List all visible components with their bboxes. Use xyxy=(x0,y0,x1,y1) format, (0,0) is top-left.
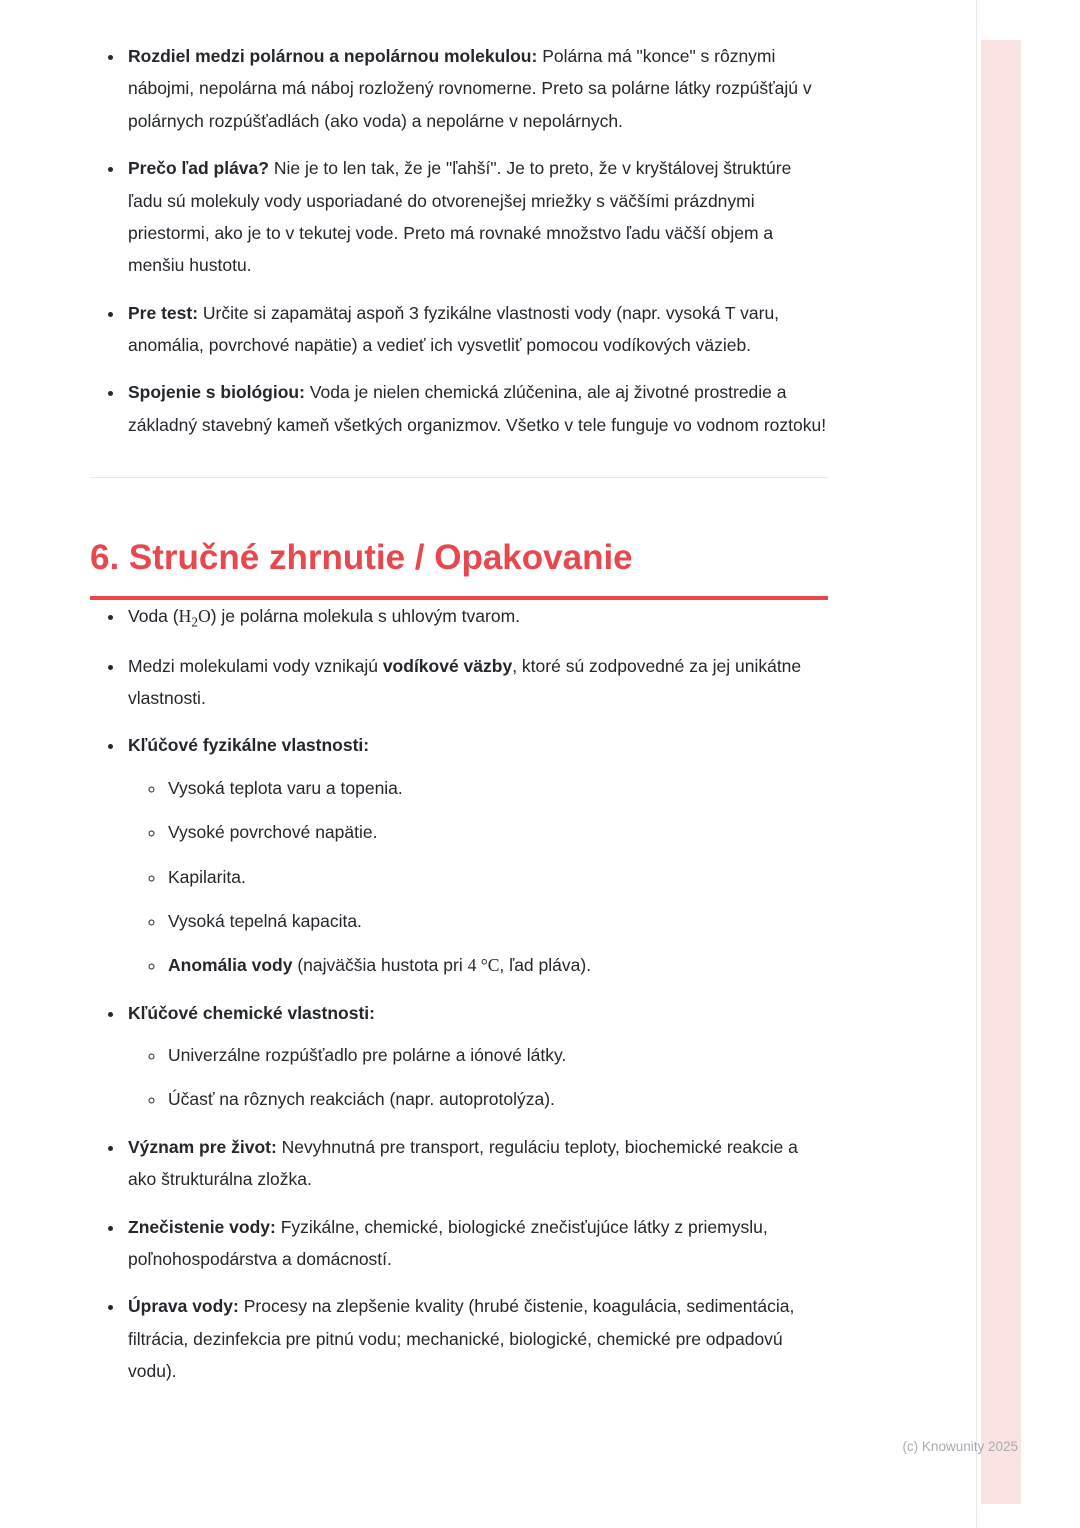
section-divider xyxy=(90,477,828,478)
item-text: Vysoké povrchové napätie. xyxy=(168,822,378,843)
section-heading: 6. Stručné zhrnutie / Opakovanie xyxy=(90,536,828,600)
item-lead-bold: Kľúčové chemické vlastnosti: xyxy=(128,1002,375,1023)
item-text: Určite si zapamätaj aspoň 3 fyzikálne vlastnosti vody (napr. vysoká T varu, anomália, povrchové napätie) a vedieť ich vysvetliť pomocou vodíkových väzieb. xyxy=(128,302,780,355)
item-text: Polárna má "konce" s rôznymi nábojmi, nepolárna má náboj rozložený rovnomerne. Preto sa polárne látky rozpúšťajú v polárnych rozpúšťadlách (ako voda) a nepolárne v nepolárnych. xyxy=(128,46,812,131)
copyright-footer: (c) Knowunity 2025 xyxy=(902,1439,1018,1454)
item-text: Vysoká tepelná kapacita. xyxy=(168,910,362,931)
sublist-item xyxy=(166,816,828,848)
page-edge-accent-band xyxy=(981,40,1021,1504)
item-lead-bold: Kľúčové fyzikálne vlastnosti: xyxy=(128,735,370,756)
list-item xyxy=(125,297,828,362)
physical-properties-sublist xyxy=(128,772,828,982)
chemical-properties-sublist xyxy=(128,1039,828,1116)
item-text: Vysoká teplota varu a topenia. xyxy=(168,777,403,798)
sublist-item xyxy=(166,905,828,937)
item-text: , ktoré sú zodpovedné za jej unikátne vlastnosti. xyxy=(128,655,802,708)
formula-subscript: 2 xyxy=(191,614,199,630)
list-item xyxy=(125,1290,828,1387)
item-text: Fyzikálne, chemické, biologické znečisťujúce látky z priemyslu, poľnohospodárstva a domácností. xyxy=(128,1216,768,1269)
item-text: (najväčšia hustota pri xyxy=(292,955,468,976)
item-lead-bold: Prečo ľad pláva? xyxy=(128,158,269,179)
item-text: Voda je nielen chemická zlúčenina, ale aj životné prostredie a základný stavebný kameň všetkých organizmov. Všetko v tele funguje vo vodnom roztoku! xyxy=(128,382,827,435)
item-text: Univerzálne rozpúšťadlo pre polárne a iónové látky. xyxy=(168,1045,567,1065)
summary-bullet-list xyxy=(90,600,828,1388)
item-text: ) je polárna molekula s uhlovým tvarom. xyxy=(210,605,521,626)
water-formula: $H_2O$ xyxy=(178,605,211,630)
list-item xyxy=(125,40,828,137)
item-lead-bold: Znečistenie vody: xyxy=(128,1216,276,1237)
item-text: Nie je to len tak, že je "ľahší". Je to preto, že v kryštálovej štruktúre ľadu sú molekuly vody usporiadané do otvorenejšej mriežky s väčšími prázdnymi priestormi, ako je to v tekutej vode. Preto má rovnaké množstvo ľadu väčší objem a menšiu hustotu. xyxy=(128,158,792,276)
item-text: Voda ( xyxy=(128,605,179,626)
item-lead-bold: Rozdiel medzi polárnou a nepolárnou molekulou: xyxy=(128,46,538,66)
item-lead-bold: Pre test: xyxy=(128,302,199,323)
item-lead-bold: Spojenie s biológiou: xyxy=(128,382,305,403)
list-item xyxy=(125,650,828,715)
list-item xyxy=(125,376,828,441)
list-item xyxy=(125,1131,828,1196)
list-item xyxy=(125,1211,828,1276)
item-inline-bold: vodíkové väzby xyxy=(382,655,513,676)
item-text: , ľad pláva). xyxy=(499,955,592,976)
item-text: Účasť na rôznych reakciách (napr. autoprotolýza). xyxy=(168,1089,555,1110)
sublist-item xyxy=(166,1083,828,1115)
item-text: Kapilarita. xyxy=(168,866,246,887)
list-item xyxy=(125,600,828,635)
sublist-item xyxy=(166,949,828,981)
list-item xyxy=(125,729,828,981)
list-item xyxy=(125,997,828,1116)
item-lead-bold: Význam pre život: xyxy=(128,1136,277,1157)
intro-bullet-list xyxy=(90,40,828,441)
document-content xyxy=(90,40,828,1387)
sublist-item xyxy=(166,1039,828,1071)
sublist-item xyxy=(166,772,828,804)
temperature-value: 4 °C xyxy=(467,955,500,976)
sublist-item xyxy=(166,861,828,893)
item-text: Procesy na zlepšenie kvality (hrubé čistenie, koagulácia, sedimentácia, filtrácia, dezinfekcia pre pitnú vodu; mechanické, biologické, chemické pre odpadovú vodu). xyxy=(128,1296,795,1381)
item-lead-bold: Anomália vody xyxy=(168,955,293,976)
list-item xyxy=(125,152,828,282)
page-edge-line xyxy=(976,0,977,1528)
item-text: Nevyhnutná pre transport, reguláciu teploty, biochemické reakcie a ako štrukturálna zložka. xyxy=(128,1136,798,1190)
item-lead-bold: Úprava vody: xyxy=(128,1296,239,1317)
item-text: Medzi molekulami vody vznikajú xyxy=(128,655,383,676)
